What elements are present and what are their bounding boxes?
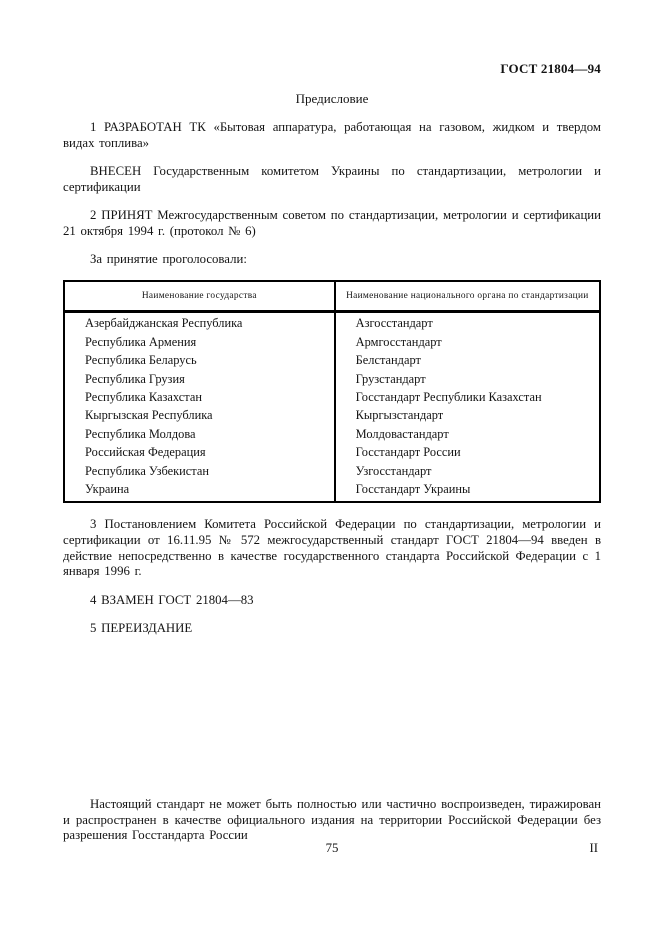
paragraph-replaces: 4 ВЗАМЕН ГОСТ 21804—83 xyxy=(90,592,254,607)
table-row xyxy=(64,312,600,334)
table-row xyxy=(64,389,600,407)
table-cell-country: Республика Армения xyxy=(64,334,335,352)
table-header-org: Наименование национального органа по стандартизации xyxy=(335,281,600,312)
table-cell-org: Кыргызстандарт xyxy=(335,407,600,425)
paragraph-reissue: 5 ПЕРЕИЗДАНИЕ xyxy=(90,621,193,636)
table-cell-org: Молдовастандарт xyxy=(335,426,600,444)
table-cell-country: Республика Казахстан xyxy=(64,389,335,407)
table-cell-org: Госстандарт Республики Казахстан xyxy=(335,389,600,407)
table-row xyxy=(64,463,600,481)
table-cell-country: Республика Молдова xyxy=(64,426,335,444)
page-content xyxy=(63,61,601,650)
table-row xyxy=(64,334,600,352)
table-header-row xyxy=(64,281,600,312)
table-cell-country: Кыргызская Республика xyxy=(64,407,335,425)
table-cell-org: Армгосстандарт xyxy=(335,334,600,352)
table-cell-org: Узгосстандарт xyxy=(335,463,600,481)
table-cell-org: Азгосстандарт xyxy=(335,312,600,334)
table-cell-country: Республика Грузия xyxy=(64,371,335,389)
table-row xyxy=(64,481,600,502)
table-cell-country: Республика Беларусь xyxy=(64,352,335,370)
voting-table xyxy=(63,280,601,503)
paragraph-decree: 3 Постановлением Комитета Российской Федерации по стандартизации, метрологии и сертификации от 16.11.95 № 572 межгосударственный стандарт ГОСТ 21804—94 введен в действие непосредственно в качестве государственного стандарта Российской Федерации с 1 января 1996 г. xyxy=(63,517,601,579)
table-row xyxy=(64,352,600,370)
table-cell-country: Республика Узбекистан xyxy=(64,463,335,481)
table-header-state: Наименование государства xyxy=(64,281,335,312)
table-row xyxy=(64,407,600,425)
sheet-numeral: II xyxy=(589,841,598,855)
table-row xyxy=(64,444,600,462)
table-cell-org: Госстандарт Украины xyxy=(335,481,600,502)
document-reference: ГОСТ 21804—94 xyxy=(500,61,601,76)
table-cell-country: Азербайджанская Республика xyxy=(64,312,335,334)
table-cell-org: Грузстандарт xyxy=(335,371,600,389)
page-number: 75 xyxy=(325,841,339,855)
paragraph-submitted-by: ВНЕСЕН Государственным комитетом Украины по стандартизации, метрологии и сертификации xyxy=(63,163,601,194)
page-footer xyxy=(63,841,601,856)
page-title: Предисловие xyxy=(295,91,369,106)
table-cell-country: Украина xyxy=(64,481,335,502)
paragraph-adopted-by: 2 ПРИНЯТ Межгосударственным советом по стандартизации, метрологии и сертификации 21 октября 1994 г. (протокол № 6) xyxy=(63,207,601,238)
table-cell-org: Госстандарт России xyxy=(335,444,600,462)
table-row xyxy=(64,426,600,444)
copyright-note: Настоящий стандарт не может быть полностью или частично воспроизведен, тиражирован и распространен в качестве официального издания на территории Российской Федерации без разрешения Госстандарта России xyxy=(63,797,601,843)
table-cell-country: Российская Федерация xyxy=(64,444,335,462)
paragraph-vote-intro: За принятие проголосовали: xyxy=(90,251,247,266)
paragraph-developed-by: 1 РАЗРАБОТАН ТК «Бытовая аппаратура, работающая на газовом, жидком и твердом видах топлива» xyxy=(63,120,601,150)
table-cell-org: Белстандарт xyxy=(335,352,600,370)
table-row xyxy=(64,371,600,389)
